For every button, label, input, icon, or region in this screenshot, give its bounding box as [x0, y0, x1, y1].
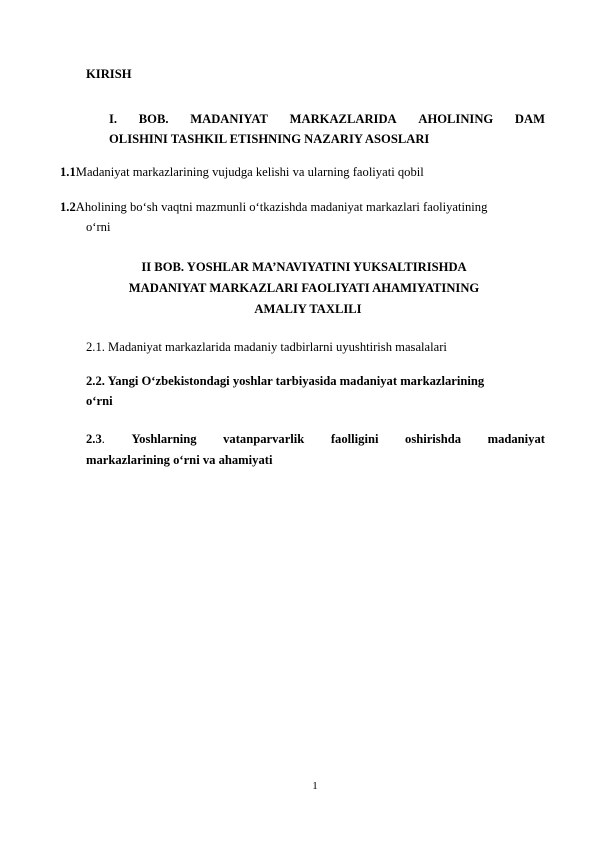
item-word: oshirishda [405, 432, 462, 446]
chapter2-title-line1: II BOB. YOSHLAR MA’NAVIYATINI YUKSALTIRISHDA [141, 260, 467, 274]
toc-item-2-3-cont: markazlarining o‘rni va ahamiyati [86, 453, 273, 467]
chapter1-word: I. [109, 112, 118, 126]
toc-intro: KIRISH [86, 67, 132, 81]
chapter2-title-line2: MADANIYAT MARKAZLARI FAOLIYATI AHAMIYATINING [128, 281, 480, 295]
item-text: Madaniyat markazlarining vujudga kelishi va ularning faoliyati qobil [75, 165, 424, 179]
chapter1-word: DAM [514, 112, 545, 126]
item-word: faolligini [330, 432, 379, 446]
chapter1-title-line1 [109, 111, 545, 127]
page-number: 1 [312, 780, 318, 792]
chapter1-word: MADANIYAT [190, 112, 268, 126]
item-number: 1.1 [60, 165, 76, 179]
item-number: 1.2 [60, 200, 76, 214]
item-number: 2.3. [86, 432, 105, 446]
item-word: vatanparvarlik [223, 432, 305, 446]
toc-item-1-2 [60, 199, 487, 215]
item-word: madaniyat [487, 432, 545, 446]
chapter2-title-line3: AMALIY TAXLILI [254, 302, 362, 316]
chapter1-word: AHOLINING [418, 112, 494, 126]
chapter1-word: BOB. [138, 112, 169, 126]
toc-item-1-1 [60, 164, 424, 180]
chapter1-word: MARKAZLARIDA [289, 112, 397, 126]
toc-item-2-3 [86, 431, 545, 447]
toc-item-2-2: 2.2. Yangi O‘zbekistondagi yoshlar tarbiyasida madaniyat markazlarining [86, 374, 485, 388]
item-word: Yoshlarning [131, 432, 197, 446]
toc-item-1-2-cont: o‘rni [86, 220, 111, 234]
chapter1-title-line2: OLISHINI TASHKIL ETISHNING NAZARIY ASOSLARI [109, 132, 430, 146]
toc-item-2-2-cont: o‘rni [86, 394, 113, 408]
item-text: Aholining bo‘sh vaqtni mazmunli o‘tkazishda madaniyat markazlari faoliyatining [75, 200, 488, 214]
toc-item-2-1: 2.1. Madaniyat markazlarida madaniy tadbirlarni uyushtirish masalalari [86, 340, 447, 354]
